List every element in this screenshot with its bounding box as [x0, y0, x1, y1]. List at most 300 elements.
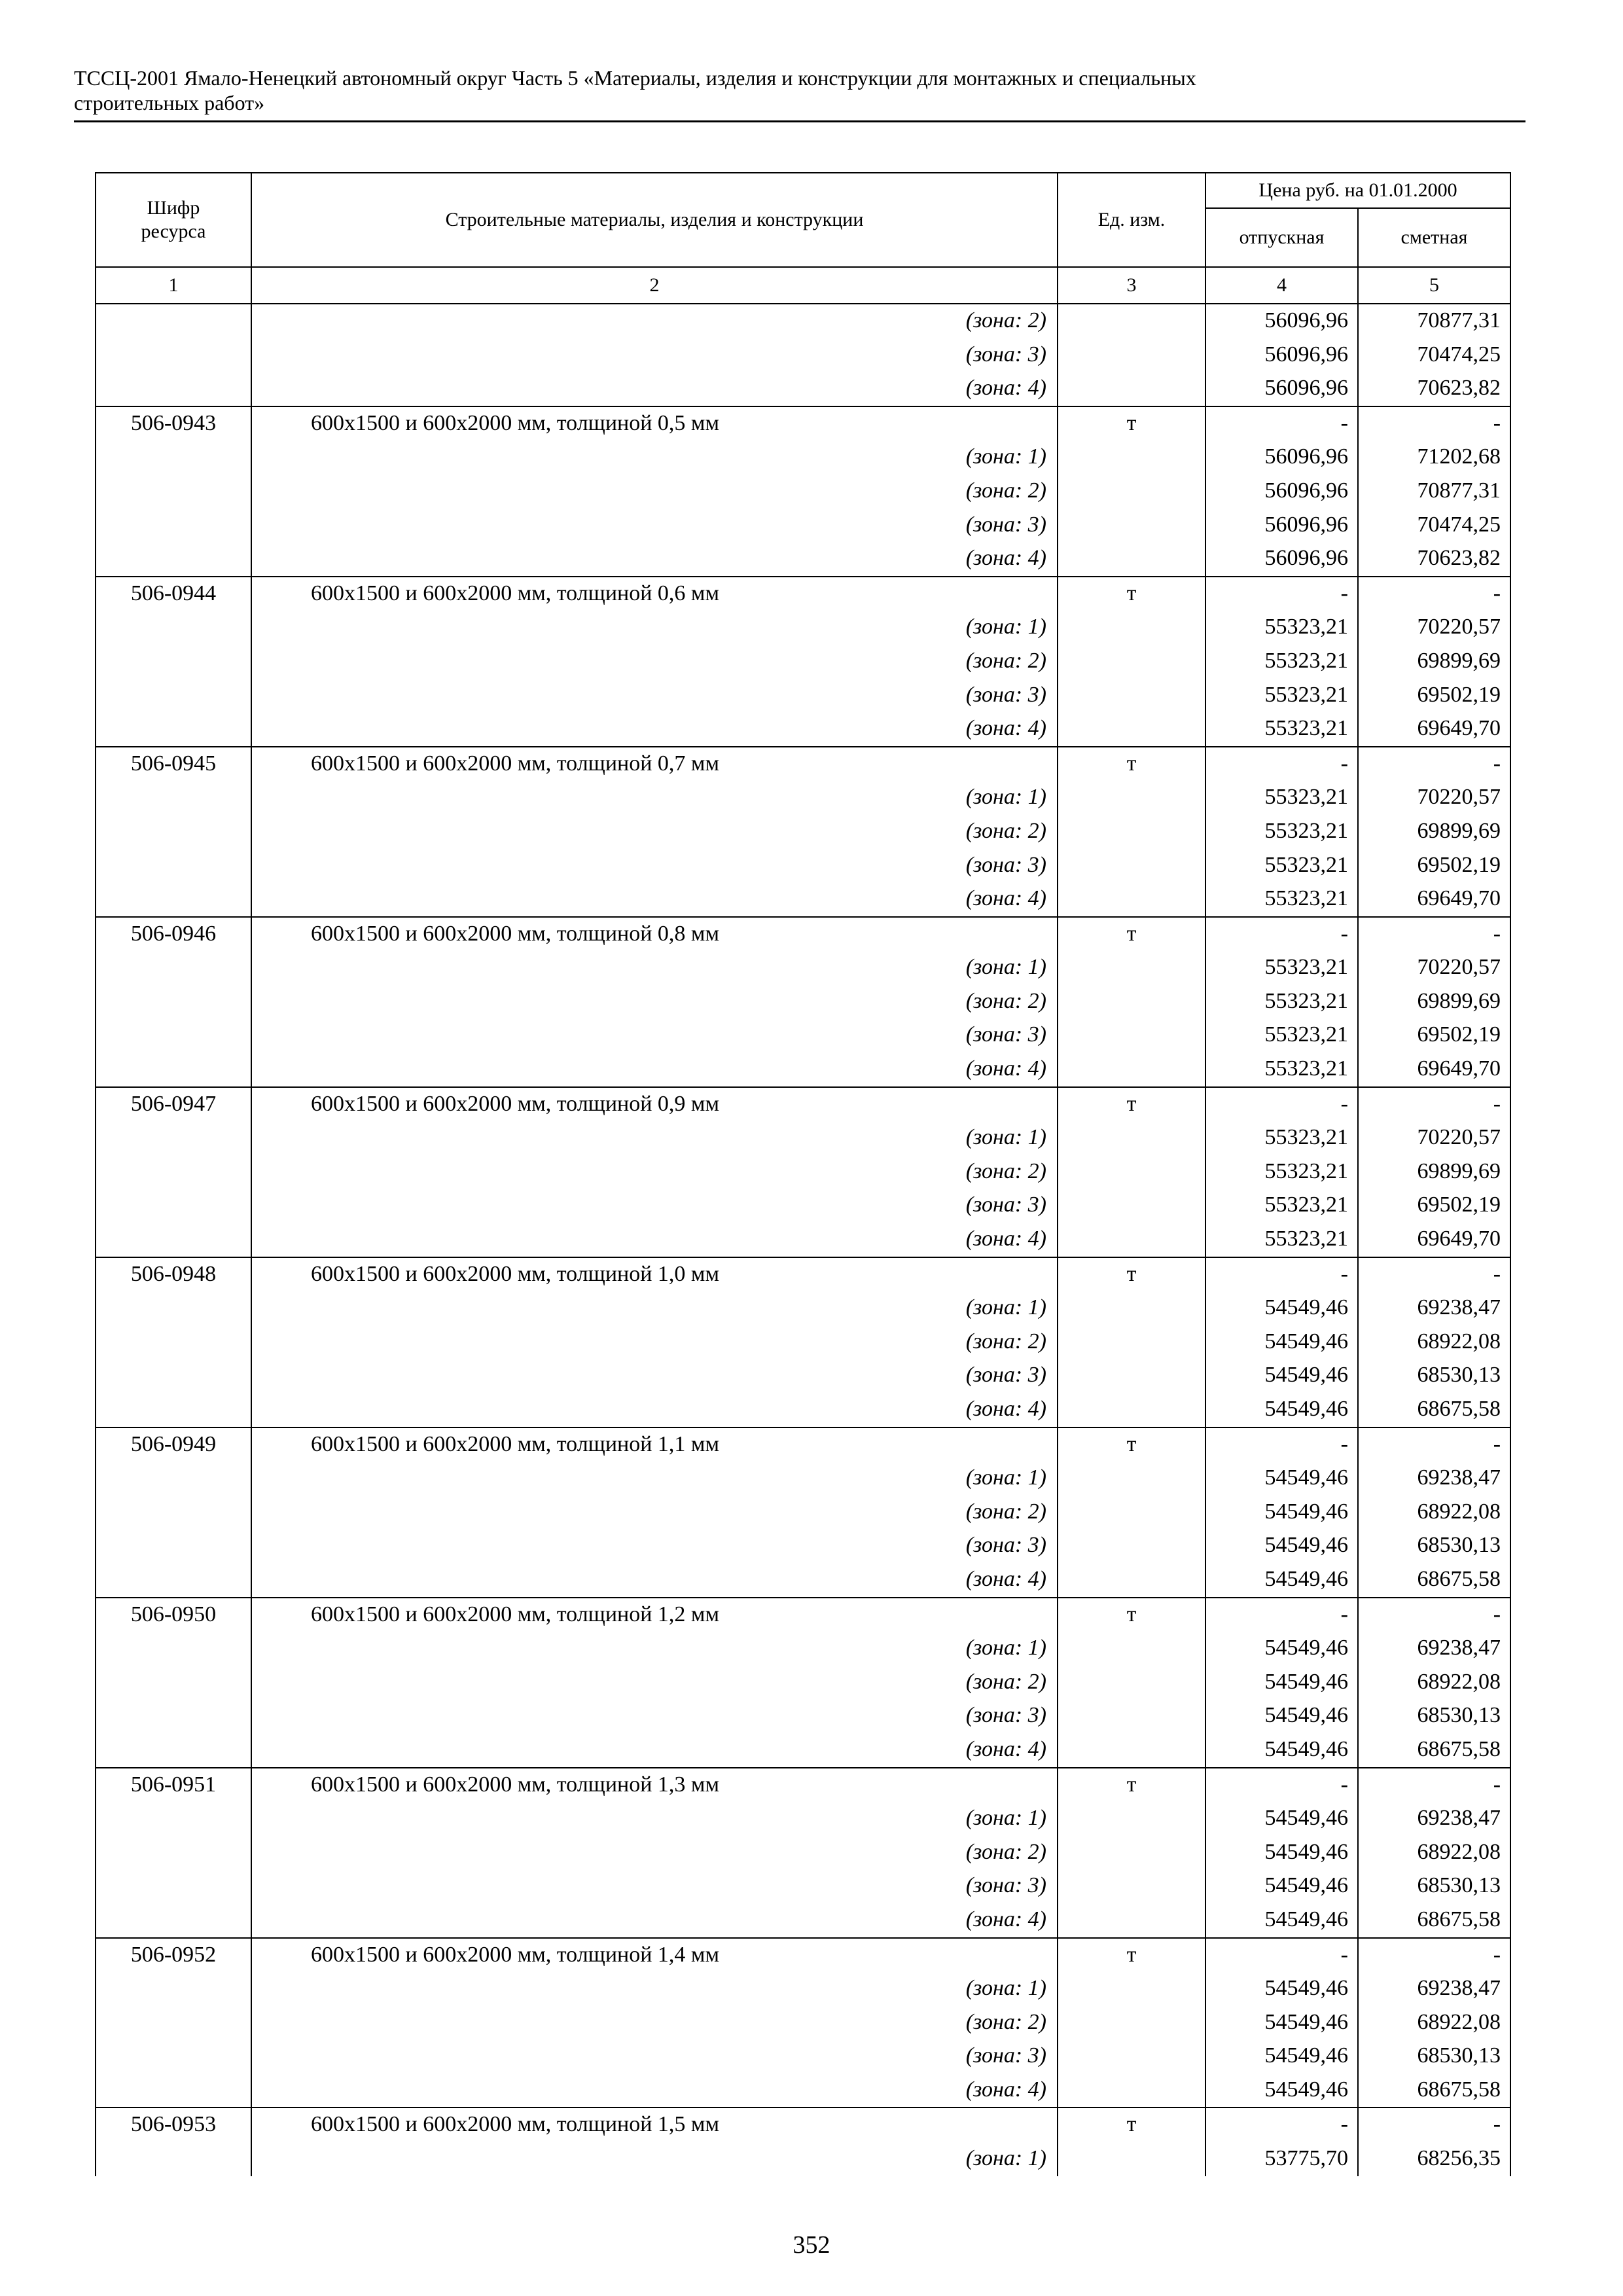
zone-label: (зона: 2) — [251, 1836, 1058, 1870]
resource-code-cell — [96, 304, 251, 338]
estimate-price: - — [1358, 1427, 1510, 1462]
zone-row — [96, 815, 1510, 849]
resource-code-cell — [96, 1291, 251, 1325]
resource-code-cell — [96, 440, 251, 475]
release-price: 56096,96 — [1205, 542, 1358, 577]
header-title-line-1: ТССЦ-2001 Ямало-Ненецкий автономный округ Часть 5 «Материалы, изделия и конструкции для монтажных и специальных — [74, 66, 1196, 90]
resource-code-cell — [96, 1563, 251, 1598]
estimate-price: 68675,58 — [1358, 2073, 1510, 2108]
estimate-price: 70474,25 — [1358, 509, 1510, 543]
release-price: 54549,46 — [1205, 1496, 1358, 1530]
zone-label: (зона: 4) — [251, 372, 1058, 406]
release-price: - — [1205, 1087, 1358, 1122]
zone-row — [96, 781, 1510, 815]
resource-code-cell — [96, 1903, 251, 1938]
release-price: 55323,21 — [1205, 712, 1358, 747]
zone-row — [96, 440, 1510, 475]
resource-code-cell — [96, 882, 251, 917]
estimate-price: 68922,08 — [1358, 1666, 1510, 1700]
resource-code-cell — [96, 2006, 251, 2040]
resource-unit: т — [1058, 1427, 1205, 1462]
zone-row — [96, 1393, 1510, 1427]
release-price: 56096,96 — [1205, 509, 1358, 543]
zone-label: (зона: 4) — [251, 1393, 1058, 1427]
zone-row — [96, 1325, 1510, 1359]
unit-cell — [1058, 815, 1205, 849]
unit-cell — [1058, 849, 1205, 883]
resource-row — [96, 2108, 1510, 2142]
resource-code-cell — [96, 1325, 251, 1359]
resource-code: 506-0949 — [96, 1427, 251, 1462]
resource-row — [96, 577, 1510, 611]
estimate-price: - — [1358, 1087, 1510, 1122]
resource-code-cell — [96, 1359, 251, 1393]
estimate-price: 68675,58 — [1358, 1393, 1510, 1427]
unit-cell — [1058, 712, 1205, 747]
zone-row — [96, 985, 1510, 1019]
estimate-price: 68530,13 — [1358, 1359, 1510, 1393]
zone-label: (зона: 4) — [251, 1733, 1058, 1768]
resource-code-cell — [96, 1802, 251, 1836]
zone-row — [96, 2073, 1510, 2108]
release-price: 55323,21 — [1205, 1052, 1358, 1087]
resource-code: 506-0945 — [96, 747, 251, 781]
resource-unit: т — [1058, 917, 1205, 952]
resource-code-cell — [96, 679, 251, 713]
release-price: 54549,46 — [1205, 1836, 1358, 1870]
estimate-price: 69899,69 — [1358, 1155, 1510, 1189]
estimate-price: - — [1358, 917, 1510, 952]
zone-label: (зона: 2) — [251, 475, 1058, 509]
resource-code-cell — [96, 1529, 251, 1563]
table-body — [96, 304, 1510, 2176]
unit-cell — [1058, 2039, 1205, 2073]
unit-cell — [1058, 611, 1205, 645]
resource-code-cell — [96, 1052, 251, 1087]
estimate-price: 68530,13 — [1358, 1529, 1510, 1563]
zone-label: (зона: 2) — [251, 1496, 1058, 1530]
estimate-price: - — [1358, 1938, 1510, 1973]
zone-row — [96, 712, 1510, 747]
unit-cell — [1058, 372, 1205, 406]
column-header-price: Цена руб. на 01.01.2000 — [1205, 173, 1510, 208]
release-price: 55323,21 — [1205, 1189, 1358, 1223]
release-price: - — [1205, 1257, 1358, 1292]
release-price: - — [1205, 1938, 1358, 1973]
header-title-line-2: строительных работ» — [74, 91, 265, 115]
unit-cell — [1058, 1052, 1205, 1087]
unit-cell — [1058, 2142, 1205, 2176]
release-price: 56096,96 — [1205, 475, 1358, 509]
column-header-unit: Ед. изм. — [1058, 173, 1205, 267]
zone-label: (зона: 1) — [251, 1632, 1058, 1666]
estimate-price: 69649,70 — [1358, 882, 1510, 917]
resource-code-cell — [96, 1393, 251, 1427]
resource-code-cell — [96, 1223, 251, 1257]
release-price: 55323,21 — [1205, 815, 1358, 849]
zone-row — [96, 882, 1510, 917]
column-number: 2 — [251, 267, 1058, 304]
resource-row — [96, 406, 1510, 441]
resource-unit: т — [1058, 1087, 1205, 1122]
zone-row — [96, 1223, 1510, 1257]
zone-label: (зона: 2) — [251, 815, 1058, 849]
estimate-price: 68675,58 — [1358, 1903, 1510, 1938]
estimate-price: 69899,69 — [1358, 985, 1510, 1019]
resource-code: 506-0946 — [96, 917, 251, 952]
zone-row — [96, 1836, 1510, 1870]
resource-code-cell — [96, 372, 251, 406]
resource-code: 506-0952 — [96, 1938, 251, 1973]
estimate-price: - — [1358, 747, 1510, 781]
unit-cell — [1058, 951, 1205, 985]
estimate-price: 68675,58 — [1358, 1563, 1510, 1598]
estimate-price: 68675,58 — [1358, 1733, 1510, 1768]
release-price: - — [1205, 577, 1358, 611]
zone-row — [96, 1972, 1510, 2006]
release-price: 55323,21 — [1205, 951, 1358, 985]
unit-cell — [1058, 1325, 1205, 1359]
zone-label: (зона: 4) — [251, 1223, 1058, 1257]
estimate-price: 69502,19 — [1358, 1018, 1510, 1052]
zone-label: (зона: 1) — [251, 1291, 1058, 1325]
zone-row — [96, 1666, 1510, 1700]
estimate-price: 70877,31 — [1358, 304, 1510, 338]
zone-row — [96, 1869, 1510, 1903]
resource-row — [96, 1768, 1510, 1803]
column-header-release: отпускная — [1205, 208, 1358, 267]
release-price: 55323,21 — [1205, 985, 1358, 1019]
estimate-price: 70623,82 — [1358, 542, 1510, 577]
release-price: 54549,46 — [1205, 2006, 1358, 2040]
resource-code-cell — [96, 2142, 251, 2176]
release-price: 53775,70 — [1205, 2142, 1358, 2176]
zone-label: (зона: 3) — [251, 338, 1058, 372]
zone-row — [96, 679, 1510, 713]
zone-row — [96, 1802, 1510, 1836]
unit-cell — [1058, 1018, 1205, 1052]
unit-cell — [1058, 542, 1205, 577]
zone-label: (зона: 4) — [251, 1052, 1058, 1087]
estimate-price: 68922,08 — [1358, 1836, 1510, 1870]
release-price: 54549,46 — [1205, 1666, 1358, 1700]
resource-code-cell — [96, 985, 251, 1019]
release-price: 54549,46 — [1205, 1632, 1358, 1666]
unit-cell — [1058, 1496, 1205, 1530]
zone-row — [96, 304, 1510, 338]
unit-cell — [1058, 1189, 1205, 1223]
estimate-price: 69238,47 — [1358, 1802, 1510, 1836]
estimate-price: 69238,47 — [1358, 1972, 1510, 2006]
estimate-price: - — [1358, 1598, 1510, 1632]
estimate-price: - — [1358, 2108, 1510, 2142]
estimate-price: 69238,47 — [1358, 1632, 1510, 1666]
release-price: 55323,21 — [1205, 781, 1358, 815]
zone-label: (зона: 3) — [251, 1529, 1058, 1563]
resource-name: 600x1500 и 600x2000 мм, толщиной 0,9 мм — [251, 1087, 1058, 1122]
resource-code-cell — [96, 1496, 251, 1530]
resource-unit: т — [1058, 1768, 1205, 1803]
resource-row — [96, 917, 1510, 952]
release-price: 54549,46 — [1205, 1529, 1358, 1563]
release-price: - — [1205, 1768, 1358, 1803]
release-price: - — [1205, 1598, 1358, 1632]
zone-label: (зона: 1) — [251, 781, 1058, 815]
unit-cell — [1058, 1733, 1205, 1768]
estimate-price: 70220,57 — [1358, 951, 1510, 985]
unit-cell — [1058, 1359, 1205, 1393]
column-number-row — [96, 267, 1510, 304]
column-number: 3 — [1058, 267, 1205, 304]
zone-row — [96, 475, 1510, 509]
zone-row — [96, 542, 1510, 577]
estimate-price: 69238,47 — [1358, 1462, 1510, 1496]
estimate-price: 69899,69 — [1358, 815, 1510, 849]
release-price: 54549,46 — [1205, 1393, 1358, 1427]
unit-cell — [1058, 1291, 1205, 1325]
resource-name: 600x1500 и 600x2000 мм, толщиной 1,5 мм — [251, 2108, 1058, 2142]
zone-label: (зона: 1) — [251, 611, 1058, 645]
release-price: 55323,21 — [1205, 849, 1358, 883]
release-price: 54549,46 — [1205, 2073, 1358, 2108]
unit-cell — [1058, 1155, 1205, 1189]
zone-label: (зона: 1) — [251, 440, 1058, 475]
resource-unit: т — [1058, 747, 1205, 781]
release-price: 54549,46 — [1205, 1359, 1358, 1393]
resource-name: 600x1500 и 600x2000 мм, толщиной 0,6 мм — [251, 577, 1058, 611]
zone-row — [96, 1155, 1510, 1189]
zone-row — [96, 1632, 1510, 1666]
zone-row — [96, 1563, 1510, 1598]
zone-label: (зона: 3) — [251, 1359, 1058, 1393]
resource-code-cell — [96, 1733, 251, 1768]
estimate-price: 70474,25 — [1358, 338, 1510, 372]
release-price: 54549,46 — [1205, 1291, 1358, 1325]
zone-label: (зона: 1) — [251, 951, 1058, 985]
zone-label: (зона: 1) — [251, 2142, 1058, 2176]
resource-code-cell — [96, 1462, 251, 1496]
unit-cell — [1058, 1869, 1205, 1903]
resource-code-cell — [96, 1632, 251, 1666]
column-number: 5 — [1358, 267, 1510, 304]
release-price: - — [1205, 2108, 1358, 2142]
resource-code-cell — [96, 611, 251, 645]
resource-row — [96, 747, 1510, 781]
zone-row — [96, 2039, 1510, 2073]
zone-label: (зона: 3) — [251, 849, 1058, 883]
estimate-price: 69649,70 — [1358, 1052, 1510, 1087]
unit-cell — [1058, 440, 1205, 475]
estimate-price: 68256,35 — [1358, 2142, 1510, 2176]
estimate-price: 70623,82 — [1358, 372, 1510, 406]
resource-name: 600x1500 и 600x2000 мм, толщиной 0,8 мм — [251, 917, 1058, 952]
zone-label: (зона: 2) — [251, 1666, 1058, 1700]
zone-row — [96, 1462, 1510, 1496]
unit-cell — [1058, 509, 1205, 543]
unit-cell — [1058, 1223, 1205, 1257]
unit-cell — [1058, 781, 1205, 815]
release-price: 56096,96 — [1205, 338, 1358, 372]
resource-code-cell — [96, 475, 251, 509]
resource-code-cell — [96, 849, 251, 883]
zone-row — [96, 611, 1510, 645]
zone-row — [96, 1529, 1510, 1563]
zone-label: (зона: 3) — [251, 509, 1058, 543]
unit-cell — [1058, 645, 1205, 679]
zone-label: (зона: 2) — [251, 2006, 1058, 2040]
resource-unit: т — [1058, 1938, 1205, 1973]
resource-code-cell — [96, 781, 251, 815]
estimate-price: 69238,47 — [1358, 1291, 1510, 1325]
unit-cell — [1058, 679, 1205, 713]
estimate-price: - — [1358, 406, 1510, 441]
estimate-price: 70877,31 — [1358, 475, 1510, 509]
estimate-price: - — [1358, 577, 1510, 611]
release-price: 55323,21 — [1205, 679, 1358, 713]
unit-cell — [1058, 1462, 1205, 1496]
release-price: 55323,21 — [1205, 611, 1358, 645]
release-price: 54549,46 — [1205, 1563, 1358, 1598]
release-price: 54549,46 — [1205, 1733, 1358, 1768]
resource-code-cell — [96, 712, 251, 747]
release-price: 56096,96 — [1205, 304, 1358, 338]
release-price: 54549,46 — [1205, 2039, 1358, 2073]
release-price: 55323,21 — [1205, 882, 1358, 917]
zone-row — [96, 1291, 1510, 1325]
zone-label: (зона: 4) — [251, 2073, 1058, 2108]
zone-label: (зона: 3) — [251, 1699, 1058, 1733]
estimate-price: - — [1358, 1257, 1510, 1292]
resource-code: 506-0951 — [96, 1768, 251, 1803]
resource-unit: т — [1058, 2108, 1205, 2142]
estimate-price: 70220,57 — [1358, 781, 1510, 815]
estimate-price: 69502,19 — [1358, 849, 1510, 883]
resource-row — [96, 1598, 1510, 1632]
resource-code-cell — [96, 542, 251, 577]
estimate-price: 68922,08 — [1358, 2006, 1510, 2040]
resource-code-cell — [96, 645, 251, 679]
resource-code-cell — [96, 338, 251, 372]
resource-code-cell — [96, 1666, 251, 1700]
zone-label: (зона: 1) — [251, 1121, 1058, 1155]
document-header — [74, 65, 1527, 115]
estimate-price: 70220,57 — [1358, 611, 1510, 645]
zone-label: (зона: 4) — [251, 542, 1058, 577]
column-header-name: Строительные материалы, изделия и конструкции — [251, 173, 1058, 267]
zone-label: (зона: 4) — [251, 882, 1058, 917]
resource-code: 506-0948 — [96, 1257, 251, 1292]
zone-row — [96, 1189, 1510, 1223]
release-price: 55323,21 — [1205, 1223, 1358, 1257]
estimate-price: 69649,70 — [1358, 712, 1510, 747]
estimate-price: 68530,13 — [1358, 1869, 1510, 1903]
estimate-price: 70220,57 — [1358, 1121, 1510, 1155]
resource-name: 600x1500 и 600x2000 мм, толщиной 1,2 мм — [251, 1598, 1058, 1632]
zone-label: (зона: 4) — [251, 1563, 1058, 1598]
estimate-price: 69899,69 — [1358, 645, 1510, 679]
resource-code-cell — [96, 1869, 251, 1903]
release-price: 55323,21 — [1205, 1155, 1358, 1189]
release-price: 54549,46 — [1205, 1462, 1358, 1496]
estimate-price: 68530,13 — [1358, 1699, 1510, 1733]
zone-label: (зона: 2) — [251, 1155, 1058, 1189]
table-header — [96, 173, 1510, 304]
resource-code-cell — [96, 1121, 251, 1155]
unit-cell — [1058, 475, 1205, 509]
zone-row — [96, 1052, 1510, 1087]
resource-row — [96, 1427, 1510, 1462]
price-table — [95, 172, 1511, 2176]
resource-code-cell — [96, 1155, 251, 1189]
zone-row — [96, 645, 1510, 679]
unit-cell — [1058, 1563, 1205, 1598]
zone-row — [96, 951, 1510, 985]
unit-cell — [1058, 1802, 1205, 1836]
release-price: 55323,21 — [1205, 1121, 1358, 1155]
resource-code-cell — [96, 951, 251, 985]
column-number: 1 — [96, 267, 251, 304]
column-header-estimate: сметная — [1358, 208, 1510, 267]
resource-code-cell — [96, 1972, 251, 2006]
resource-row — [96, 1087, 1510, 1122]
estimate-price: 69649,70 — [1358, 1223, 1510, 1257]
resource-name: 600x1500 и 600x2000 мм, толщиной 1,0 мм — [251, 1257, 1058, 1292]
resource-code-cell — [96, 1699, 251, 1733]
estimate-price: - — [1358, 1768, 1510, 1803]
zone-label: (зона: 1) — [251, 1972, 1058, 2006]
zone-label: (зона: 1) — [251, 1462, 1058, 1496]
resource-row — [96, 1257, 1510, 1292]
release-price: 54549,46 — [1205, 1325, 1358, 1359]
unit-cell — [1058, 1972, 1205, 2006]
unit-cell — [1058, 1393, 1205, 1427]
resource-code: 506-0953 — [96, 2108, 251, 2142]
release-price: 54549,46 — [1205, 1972, 1358, 2006]
release-price: 54549,46 — [1205, 1699, 1358, 1733]
zone-row — [96, 1018, 1510, 1052]
unit-cell — [1058, 1529, 1205, 1563]
resource-code: 506-0947 — [96, 1087, 251, 1122]
resource-code-cell — [96, 1189, 251, 1223]
release-price: - — [1205, 747, 1358, 781]
zone-label: (зона: 3) — [251, 1018, 1058, 1052]
resource-name: 600x1500 и 600x2000 мм, толщиной 1,3 мм — [251, 1768, 1058, 1803]
release-price: 54549,46 — [1205, 1802, 1358, 1836]
zone-label: (зона: 2) — [251, 304, 1058, 338]
header-divider — [74, 120, 1525, 122]
resource-code-cell — [96, 1836, 251, 1870]
resource-unit: т — [1058, 577, 1205, 611]
estimate-price: 68530,13 — [1358, 2039, 1510, 2073]
unit-cell — [1058, 1903, 1205, 1938]
zone-row — [96, 1359, 1510, 1393]
resource-code-cell — [96, 2073, 251, 2108]
unit-cell — [1058, 1121, 1205, 1155]
resource-code-cell — [96, 815, 251, 849]
estimate-price: 69502,19 — [1358, 1189, 1510, 1223]
unit-cell — [1058, 2006, 1205, 2040]
resource-code: 506-0950 — [96, 1598, 251, 1632]
zone-row — [96, 372, 1510, 406]
zone-row — [96, 1733, 1510, 1768]
unit-cell — [1058, 304, 1205, 338]
release-price: 56096,96 — [1205, 440, 1358, 475]
zone-label: (зона: 2) — [251, 645, 1058, 679]
unit-cell — [1058, 1666, 1205, 1700]
resource-unit: т — [1058, 1257, 1205, 1292]
unit-cell — [1058, 882, 1205, 917]
zone-label: (зона: 4) — [251, 712, 1058, 747]
